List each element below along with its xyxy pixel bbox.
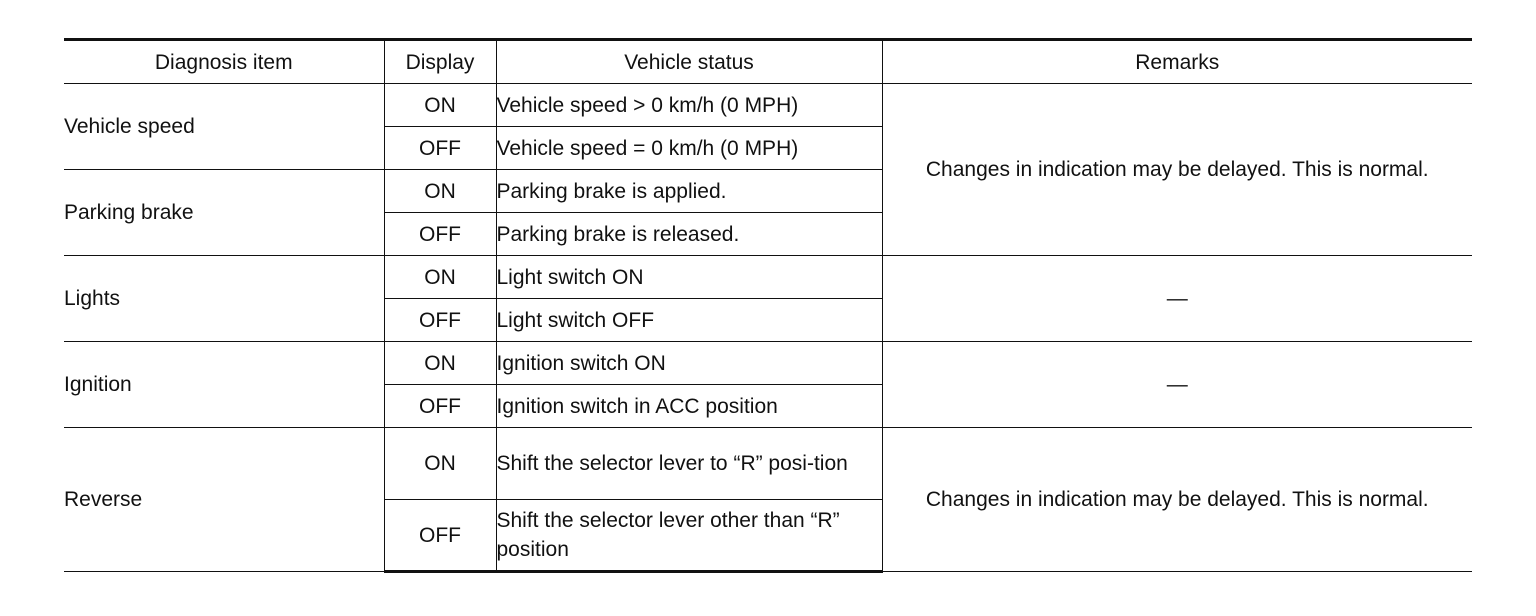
diagnosis-item-cell: Ignition bbox=[64, 342, 384, 428]
diagnosis-table bbox=[64, 38, 1472, 573]
display-cell: OFF bbox=[384, 299, 496, 342]
remarks-cell: — bbox=[882, 256, 1472, 342]
display-cell: OFF bbox=[384, 385, 496, 428]
vehicle-status-cell: Vehicle speed = 0 km/h (0 MPH) bbox=[496, 127, 882, 170]
vehicle-status-cell: Vehicle speed > 0 km/h (0 MPH) bbox=[496, 84, 882, 127]
remarks-cell: — bbox=[882, 342, 1472, 428]
table-row bbox=[64, 342, 1472, 385]
vehicle-status-cell: Ignition switch in ACC position bbox=[496, 385, 882, 428]
vehicle-status-cell: Light switch OFF bbox=[496, 299, 882, 342]
header-remarks: Remarks bbox=[882, 40, 1472, 84]
diagnosis-item-cell: Reverse bbox=[64, 428, 384, 572]
diagnosis-item-cell: Parking brake bbox=[64, 170, 384, 256]
header-vehicle-status: Vehicle status bbox=[496, 40, 882, 84]
vehicle-status-cell: Ignition switch ON bbox=[496, 342, 882, 385]
display-cell: OFF bbox=[384, 127, 496, 170]
display-cell: ON bbox=[384, 84, 496, 127]
display-cell: OFF bbox=[384, 500, 496, 572]
table-row bbox=[64, 256, 1472, 299]
display-cell: OFF bbox=[384, 213, 496, 256]
table-header-row bbox=[64, 40, 1472, 84]
remarks-cell: Changes in indication may be delayed. This is normal. bbox=[882, 428, 1472, 572]
diagnosis-item-cell: Vehicle speed bbox=[64, 84, 384, 170]
display-cell: ON bbox=[384, 170, 496, 213]
display-cell: ON bbox=[384, 256, 496, 299]
header-display: Display bbox=[384, 40, 496, 84]
display-cell: ON bbox=[384, 342, 496, 385]
diagnosis-item-cell: Lights bbox=[64, 256, 384, 342]
header-diagnosis-item: Diagnosis item bbox=[64, 40, 384, 84]
vehicle-status-cell: Shift the selector lever other than “R” position bbox=[496, 500, 882, 572]
table-row bbox=[64, 84, 1472, 127]
display-cell: ON bbox=[384, 428, 496, 500]
table-row bbox=[64, 428, 1472, 500]
remarks-cell: Changes in indication may be delayed. This is normal. bbox=[882, 84, 1472, 256]
vehicle-status-cell: Parking brake is applied. bbox=[496, 170, 882, 213]
vehicle-status-cell: Shift the selector lever to “R” posi-tion bbox=[496, 428, 882, 500]
vehicle-status-cell: Light switch ON bbox=[496, 256, 882, 299]
vehicle-status-cell: Parking brake is released. bbox=[496, 213, 882, 256]
